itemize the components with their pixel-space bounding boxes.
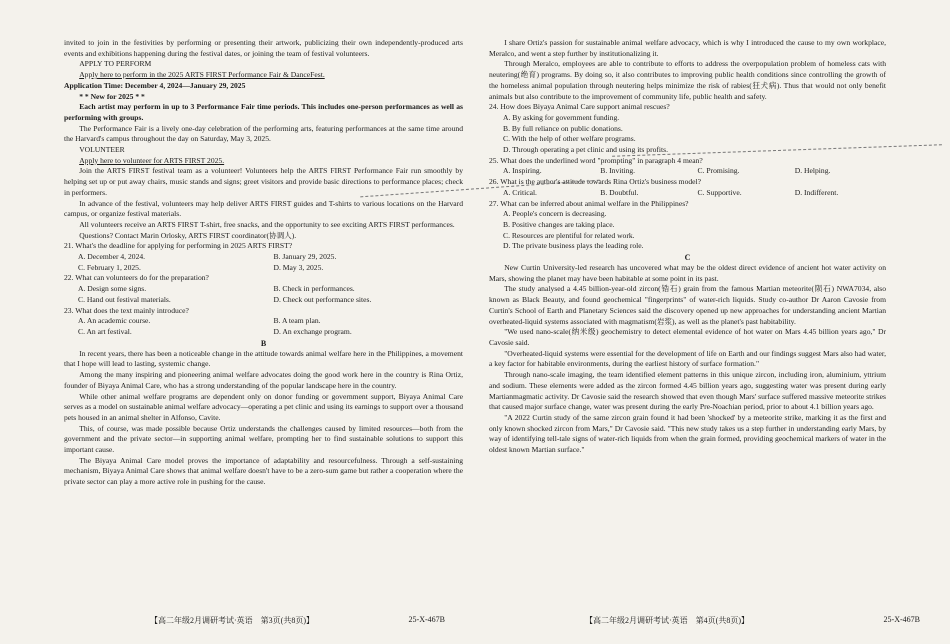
option: A. December 4, 2024. (78, 252, 146, 262)
paragraph: Through Meralco, employees are able to contribute to efforts to address the overpopulation problem of homeless cats with neutering(绝育) programs. By doing so, it also contributes to improving public health conditions since controlling the growth of the homeless animal population through neutering helps minimize the risk of rabies(狂犬病). Thus that would not only benefit animals but also contribute to the improvement of community life, public health and safety. (489, 59, 886, 101)
option: A. People's concern is decreasing. (503, 209, 607, 219)
option: B. By full reliance on public donations. (503, 123, 623, 133)
paragraph: In advance of the festival, volunteers may help deliver ARTS FIRST guides and T-shirts to various locations on the Harvard campus, or organize festival materials. (64, 198, 463, 219)
option: B. January 29, 2025. (273, 252, 337, 262)
section-c-heading: C (684, 253, 691, 263)
option: D. An exchange program. (273, 326, 352, 336)
paragraph: In recent years, there has been a noticeable change in the attitude towards animal welfare here in the Philippines, a movement that I hope will lead to lasting, systemic change. (64, 348, 463, 369)
option: D. The private business plays the leading role. (503, 241, 644, 251)
apply-perform-link[interactable]: Apply here to perform in the 2025 ARTS FIRST Performance Fair & DanceFest. (79, 70, 325, 80)
option: B. Positive changes are taking place. (503, 219, 615, 229)
paragraph: "Overheated-liquid systems were essential for the development of life on Earth and our findings suggest Mars also had water, a key factor for habitable environments, during the earliest history of surface formation." (489, 348, 886, 369)
paragraph: Through nano-scale imaging, the team identified element patterns in this unique zircon, including iron, aluminium, yttrium and sodium. These elements were added as the zircon formed 4.45 billion years ago, suggesting water was present during early Martianmagmatic activity. Dr Cavosie said the research showed that even though Mars' surface suffered massive meteorite strikes that caused major surface change, water was present during the early Pre-Noachian period, prior to about 4.1 billion years ago. (489, 370, 886, 412)
paragraph: Among the many inspiring and pioneering animal welfare advocates doing the good work here in the country is Rina Ortiz, founder of Biyaya Animal Care, who has a strong understanding of the popular landscape here in the country. (64, 370, 463, 390)
option: C. An art festival. (78, 326, 132, 336)
option: D. May 3, 2025. (273, 262, 324, 272)
option: D. Helping. (794, 166, 831, 176)
option: C. Resources are plentiful for related work. (503, 230, 635, 240)
paragraph: Each artist may perform in up to 3 Performance Fair time periods. This includes one-person performances as well as performing with groups. (64, 102, 463, 122)
section-b-heading: B (260, 338, 267, 348)
option: C. Hand out festival materials. (78, 294, 171, 304)
option: A. By asking for government funding. (503, 112, 620, 122)
paragraph: New Curtin University-led research has uncovered what may be the oldest direct evidence of ancient hot water activity on Mars, showing the planet may have been habitable at some point in its past. (489, 263, 886, 283)
passage-a (64, 38, 463, 488)
paragraph: Join the ARTS FIRST festival team as a volunteer! Volunteers help the ARTS FIRST Performance Fair run smoothly by helping set up or put away chairs, music stands and signs; greet visitors and provide basic directions to performance places; check in performers. (64, 166, 463, 197)
question-21: 21. What's the deadline for applying for performing in 2025 ARTS FIRST? (64, 241, 293, 251)
option: C. With the help of other welfare programs. (503, 134, 636, 144)
paragraph: The study analysed a 4.45 billion-year-old zircon(锆石) grain from the famous Martian meteorite(陨石) NWA7034, also known as Black Beauty, and found geochemical "fingerprints" of water-rich liquids. Study co-author Dr Aaron Cavosie from Curtin's School of Earth and Planetary Sciences said the discovery opened up new approaches for understanding ancient Martian overheated-liquid systems associated with magmatism(岩浆), as well as the planet's past habitability. (489, 284, 886, 326)
page-footer (585, 615, 920, 626)
question-22: 22. What can volunteers do for the preparation? (64, 273, 209, 283)
option: A. Inspiring. (503, 166, 542, 176)
paragraph: "We used nano-scale(纳米级) geochemistry to detect elemental evidence of hot water on Mars 4.45 billion years ago," Dr Cavosie said. (489, 327, 886, 347)
question-23: 23. What does the text mainly introduce? (64, 305, 189, 315)
option: C. Supportive. (697, 187, 742, 197)
paragraph: Questions? Contact Marin Orlosky, ARTS FIRST coordinator(协调人). (79, 230, 297, 240)
apply-volunteer-link[interactable]: Apply here to volunteer for ARTS FIRST 2025. (79, 155, 225, 165)
footer-code: 25-X-467B (408, 615, 445, 624)
option: C. Promising. (697, 166, 740, 176)
question-23-options (64, 316, 463, 337)
option: B. A team plan. (273, 316, 321, 326)
option: B. Doubtful. (600, 187, 639, 197)
option: A. Design some signs. (78, 284, 147, 294)
option: D. Through operating a pet clinic and using its profits. (503, 145, 668, 155)
footer-title: 【高二年级2月调研考试·英语 第4页(共8页)】 (585, 616, 749, 625)
application-time: Application Time: December 4, 2024—January 29, 2025 (64, 80, 246, 90)
option: B. Inviting. (600, 166, 636, 176)
paragraph: While other animal welfare programs are dependent only on donor funding or government support, Biyaya Animal Care serves as a model on sustainable animal welfare advocacy—operating a pet clinic and using its earnings to support over a thousand pets housed in an animal shelter in Alfonso, Cavite. (64, 391, 463, 422)
footer-title: 【高二年级2月调研考试·英语 第3页(共8页)】 (150, 616, 314, 625)
apply-perform-heading: APPLY TO PERFORM (79, 59, 152, 69)
footer-code: 25-X-467B (883, 615, 920, 624)
paragraph: This, of course, was made possible because Ortiz understands the challenges caused by limited resources—both from the government and the private sector—in supporting animal welfare, prompting her to find sustainable solutions to support this important cause. (64, 423, 463, 455)
right-page (475, 0, 950, 644)
question-24: 24. How does Biyaya Animal Care support animal rescues? (489, 102, 670, 112)
question-25: 25. What does the underlined word "prompting" in paragraph 4 mean? (489, 155, 703, 165)
question-21-options (64, 252, 463, 273)
option: D. Check out performance sites. (273, 294, 372, 304)
passage-b-continued (489, 38, 886, 456)
question-26: 26. What is the author's attitude towards Rina Ortiz's business model? (489, 177, 702, 187)
new-for-2025: * * New for 2025 * * (79, 91, 145, 101)
volunteer-heading: VOLUNTEER (79, 145, 125, 155)
paragraph: I share Ortiz's passion for sustainable animal welfare advocacy, which is why I introduced the cause to my own workplace, Meralco, and went a step further by institutionalizing it. (489, 38, 886, 58)
question-26-options (489, 188, 886, 199)
paragraph: "A 2022 Curtin study of the same zircon grain found it had been 'shocked' by a meteorite strike, marking it as the first and only known shocked zircon from Mars," Dr Cavosie said. "This new study takes us a step further in understanding early Mars, by way of identifying tell-tale signs of water-rich liquids from when the grain formed, providing geochemical markers of water in the oldest known Martian surface." (489, 412, 886, 455)
question-25-options (489, 166, 886, 177)
paragraph: invited to join in the festivities by performing or presenting their artwork, publicizing their own independently-produced arts events and exhibitions happening during the festival dates, or joining the team of festival volunteers. (64, 38, 463, 58)
option: C. February 1, 2025. (78, 262, 141, 272)
option: A. Critical. (503, 187, 537, 197)
option: A. An academic course. (78, 316, 151, 326)
page-footer (150, 615, 445, 626)
option: D. Indifferent. (794, 187, 839, 197)
paragraph: All volunteers receive an ARTS FIRST T-shirt, free snacks, and the opportunity to see exciting ARTS FIRST performances. (79, 219, 455, 229)
question-22-options (64, 284, 463, 305)
question-24-options (489, 113, 886, 156)
option: B. Check in performances. (273, 284, 355, 294)
paragraph: The Performance Fair is a lively one-day celebration of the performing arts, featuring performances at the same time around the Harvard's campus throughout the day on Saturday, May 3, 2025. (64, 123, 463, 144)
paragraph: The Biyaya Animal Care model proves the importance of adaptability and resourcefulness. Through a self-sustaining mechanism, Biyaya Animal Care shows that animal welfare doesn't have to be a zero-sum game but rather a cooperation where the private sector can play a more active role in pushing for the cause. (64, 455, 463, 487)
question-27-options (489, 209, 886, 252)
question-27: 27. What can be inferred about animal welfare in the Philippines? (489, 198, 689, 208)
